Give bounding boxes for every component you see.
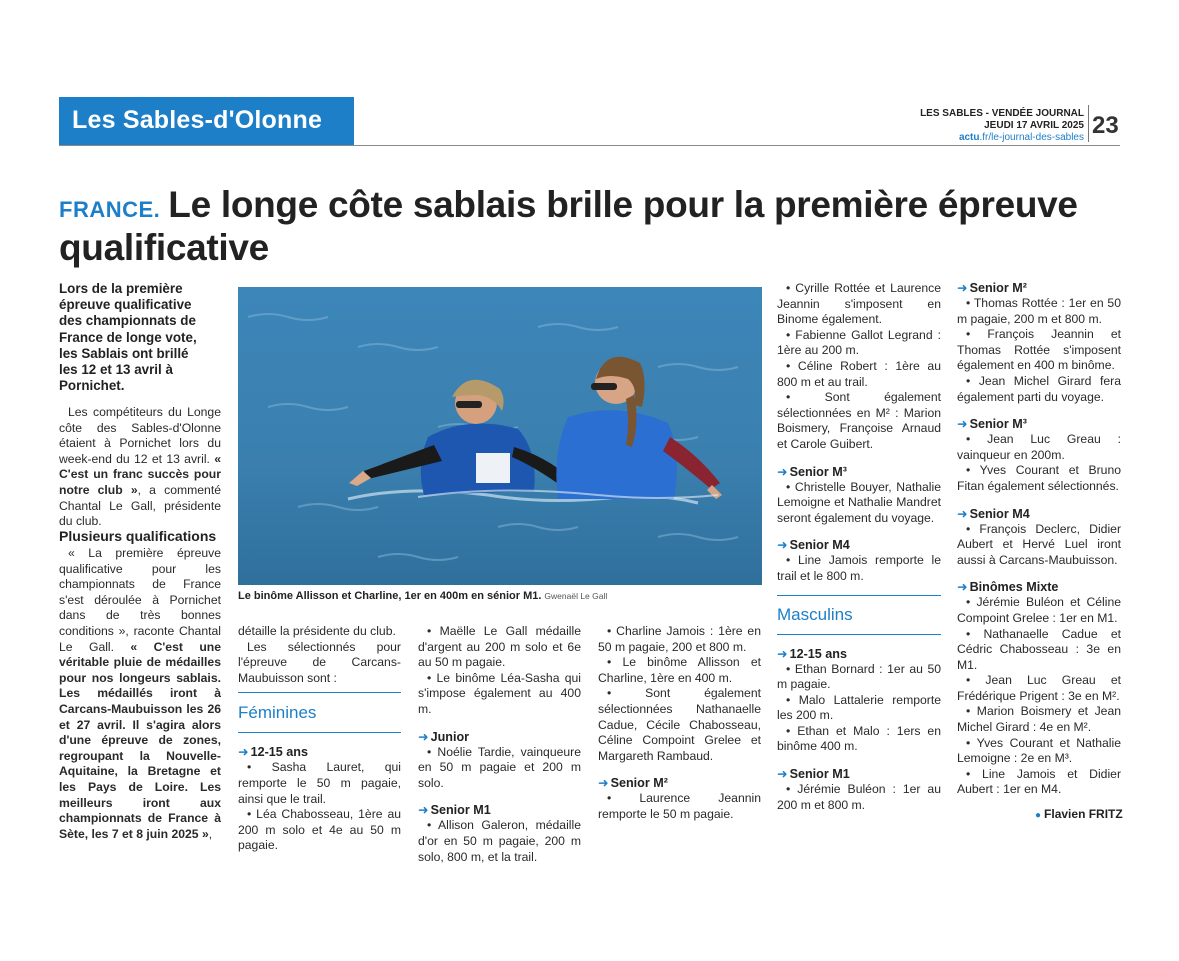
feminines-section-header: [238, 692, 401, 733]
section-banner: [59, 97, 354, 145]
result-line: • Jérémie Buléon : 1er au 200 m et 800 m.: [777, 782, 941, 812]
arrow-right-icon: ➜: [418, 803, 429, 818]
photo-credit: Gwenaël Le Gall: [544, 591, 608, 601]
bullet-dot-icon: ●: [1035, 810, 1042, 821]
arrow-right-icon: ➜: [598, 776, 609, 791]
url-brand: actu: [958, 132, 980, 143]
result-line: • François Jeannin et Thomas Rottée s'imposent également en 400 m binôme.: [957, 327, 1121, 373]
page-number: 23: [1092, 112, 1119, 139]
arrow-right-icon: ➜: [957, 506, 968, 521]
result-line: • Sont également sélectionnées en M² : Marion Boismery, Françoise Arnaud et Carole Guibert.: [777, 390, 941, 451]
category-heading: ➜ Senior M1: [777, 767, 850, 782]
result-line: • Line Jamois et Didier Aubert : 1er en M4.: [957, 766, 1121, 797]
paper-date: JEUDI 17 AVRIL 2025: [984, 120, 1084, 131]
category-heading: ➜ Binômes Mixte: [957, 580, 1059, 595]
header-rule: [59, 145, 1120, 146]
result-line: • Christelle Bouyer, Nathalie Lemoigne et Nathalie Mandret seront également du voyage.: [777, 479, 941, 525]
category-heading: ➜ Senior M²: [598, 776, 668, 791]
category-heading: ➜ Senior M³: [957, 417, 1027, 432]
page-separator: [1088, 105, 1089, 142]
category-heading: ➜ 12-15 ans: [238, 745, 308, 760]
para2-text-a: « La première épreuve qualificative pour les championnats de France s'est déroulée à Pornichet dans de très bonnes conditions », raconte Chantal Le Gall.: [59, 546, 221, 654]
para2-text-b: ,: [208, 826, 213, 841]
arrow-right-icon: ➜: [957, 417, 968, 432]
col1-selected-intro: Les sélectionnés pour l'épreuve de Carcans-Maubuisson sont :: [238, 639, 401, 685]
intro-text-b: , a commenté Chantal Le Gall, présidente du club.: [59, 482, 221, 529]
author-signature: [1035, 807, 1123, 821]
column-3: [598, 624, 761, 823]
category-heading: ➜ 12-15 ans: [777, 646, 847, 661]
arrow-right-icon: ➜: [777, 538, 788, 553]
category-heading: ➜ Senior M4: [957, 506, 1030, 521]
result-line: • Noélie Tardie, vainqueure en 50 m pagaie et 200 m solo.: [418, 744, 581, 790]
result-line: • François Declerc, Didier Aubert et Hervé Luel iront aussi à Carcans-Maubuisson.: [957, 521, 1121, 567]
result-line: • Céline Robert : 1ère au 800 m et au trail.: [777, 358, 941, 389]
result-line: • Jérémie Buléon et Céline Compoint Grelee : 1er en M1.: [957, 595, 1121, 625]
result-line: • Malo Lattalerie remporte les 200 m.: [777, 692, 941, 723]
arrow-right-icon: ➜: [777, 767, 788, 782]
result-line: • Sasha Lauret, qui remporte le 50 m pagaie, ainsi que le trail.: [238, 760, 401, 806]
arrow-right-icon: ➜: [777, 646, 788, 661]
masculins-section-header: [777, 595, 941, 635]
result-line: • Line Jamois remporte le trail et le 800 m.: [777, 553, 941, 583]
result-line: • Le binôme Léa-Sasha qui s'impose également au 400 m.: [418, 670, 581, 716]
headline-kicker: FRANCE.: [59, 197, 161, 222]
feminines-title: Féminines: [238, 703, 401, 733]
column-4: [777, 281, 941, 813]
section-title: Les Sables-d'Olonne: [72, 106, 323, 134]
column-1: [238, 624, 401, 854]
result-line: • Ethan et Malo : 1ers en binôme 400 m.: [777, 723, 941, 754]
category-heading: ➜ Junior: [418, 729, 470, 744]
category-heading: ➜ Senior M1: [418, 803, 491, 818]
result-line: • Jean Michel Girard fera également parti du voyage.: [957, 373, 1121, 404]
category-heading: ➜ Senior M²: [957, 281, 1027, 295]
column-0-rest: [59, 528, 221, 842]
intro-paragraph: [59, 405, 221, 530]
arrow-right-icon: ➜: [418, 729, 429, 744]
paper-name: LES SABLES - VENDÉE JOURNAL: [920, 108, 1084, 119]
result-line: • Le binôme Allisson et Charline, 1ère en 400 m.: [598, 655, 761, 685]
photo-caption: [238, 590, 778, 603]
headline-title: Le longe côte sablais brille pour la première épreuve qualificative: [59, 184, 1078, 268]
result-line: • Ethan Bornard : 1er au 50 m pagaie.: [777, 661, 941, 692]
paper-info: [920, 108, 1084, 144]
para2-quote: « C'est une véritable pluie de médailles pour nos longeurs sablais. Les médaillés iront à Carcans-Maubuisson les 26 et 27 avril. Il s'agira alors d'une épreuve de zones, regroupant la Nouvelle-Aquitaine, la Bretagne et les Pays de Loire. Les meilleurs iront aux championnats de France à Sète, les 7 et 8 juin 2025 »: [59, 639, 221, 841]
subheading: Plusieurs qualifications: [59, 528, 217, 544]
author-name: Flavien FRITZ: [1044, 807, 1123, 821]
article-headline: [59, 186, 1119, 267]
caption-text: Le binôme Allisson et Charline, 1er en 400m en sénior M1.: [238, 590, 542, 602]
result-line: • Yves Courant et Nathalie Lemoigne : 2e en M³.: [957, 735, 1121, 766]
intro-quote: « C'est un franc succès pour notre club »: [59, 451, 221, 497]
result-line: • Yves Courant et Bruno Fitan également sélectionnés.: [957, 463, 1121, 493]
result-line: • Sont également sélectionnées Nathanaelle Cadue, Cécile Chabosseau, Céline Compoint Grelee et Margareth Rambaud.: [598, 686, 761, 763]
category-heading: ➜ Senior M4: [777, 538, 850, 553]
result-line: • Allison Galeron, médaille d'or en 50 m pagaie, 200 m solo, 800 m, et la trail.: [418, 818, 581, 864]
result-line: • Maëlle Le Gall médaille d'argent au 200 m solo et 6e au 50 m pagaie.: [418, 624, 581, 670]
arrow-right-icon: ➜: [777, 464, 788, 479]
article-lead: Lors de la première épreuve qualificative des championnats de France de longe vote, les Sablais ont brillé les 12 et 13 avril à Pornichet.: [59, 281, 197, 394]
result-line: • Léa Chabosseau, 1ère au 200 m solo et 4e au 50 m pagaie.: [238, 807, 401, 853]
paper-url[interactable]: [920, 132, 1084, 144]
photo-illustration: [238, 287, 762, 585]
result-line: • Marion Boismery et Jean Michel Girard : 4e en M².: [957, 704, 1121, 735]
result-line: • Fabienne Gallot Legrand : 1ère au 200 m.: [777, 327, 941, 358]
result-line: • Cyrille Rottée et Laurence Jeannin s'imposent en Binome également.: [777, 281, 941, 327]
column-2: [418, 624, 581, 865]
arrow-right-icon: ➜: [957, 281, 968, 295]
result-line: • Nathanaelle Cadue et Cédric Chabosseau : 3e en M1.: [957, 626, 1121, 672]
masculins-title: Masculins: [777, 605, 941, 635]
result-line: • Thomas Rottée : 1er en 50 m pagaie, 200 m et 800 m.: [957, 296, 1121, 326]
category-heading: ➜ Senior M³: [777, 464, 847, 479]
result-line: • Jean Luc Greau et Frédérique Prigent : 3e en M².: [957, 673, 1121, 703]
arrow-right-icon: ➜: [957, 580, 968, 595]
arrow-right-icon: ➜: [238, 745, 249, 760]
intro-text-a: Les compétiteurs du Longe côte des Sables-d'Olonne étaient à Pornichet lors du week-end du 12 et 13 avril.: [59, 405, 221, 466]
col1-continuation: détaille la présidente du club.: [238, 624, 396, 638]
result-line: • Laurence Jeannin remporte le 50 m pagaie.: [598, 791, 761, 821]
result-line: • Jean Luc Greau : vainqueur en 200m.: [957, 432, 1121, 462]
result-line: • Charline Jamois : 1ère en 50 m pagaie, 200 et 800 m.: [598, 624, 761, 654]
column-5: [957, 281, 1121, 798]
article-photo: [238, 287, 762, 585]
url-path: .fr/le-journal-des-sables: [979, 132, 1084, 143]
